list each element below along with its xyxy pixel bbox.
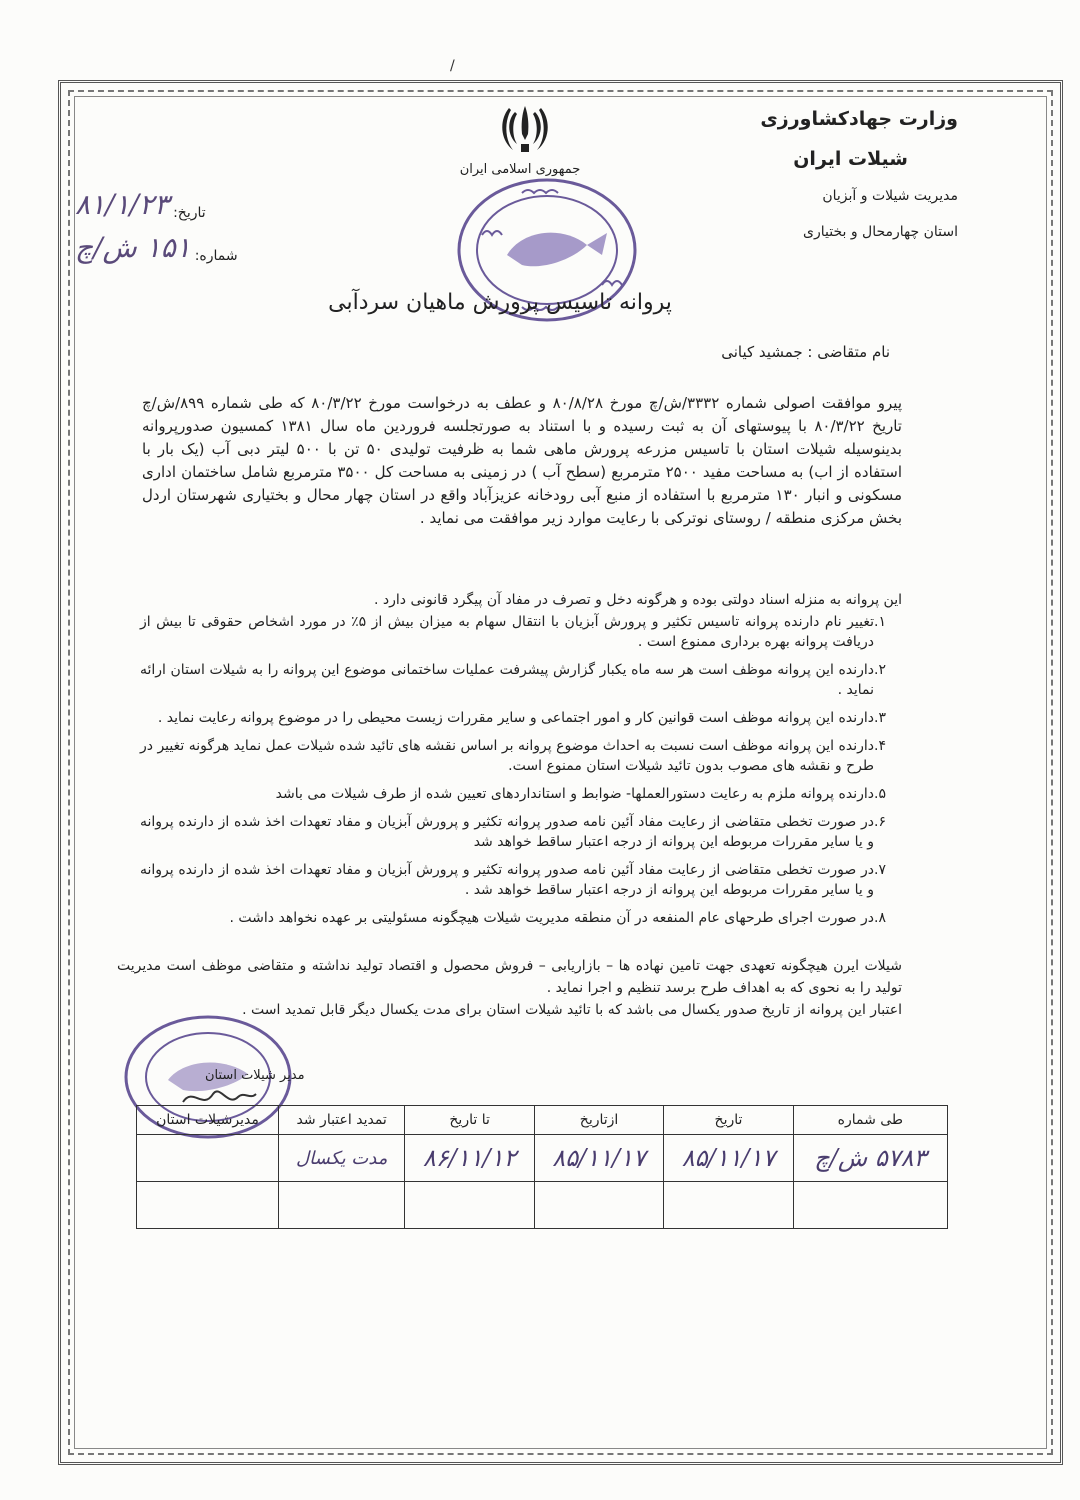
condition-item: ۴. دارنده این پروانه موظف است نسبت به احداث موضوع پروانه بر اساس نقشه های تائید شده شیلات عمل نماید هرگونه تغییر در طرح و نقشه های مصوب بدون تائید شیلات استان ممنوع است. (140, 738, 886, 774)
table-cell (405, 1182, 534, 1229)
condition-item: ۷. در صورت تخطی متقاضی از رعایت مفاد آئین نامه صدور پروانه تکثیر و پرورش آبزیان و مفاد تعهدات اخذ شده از دارنده پروانه و یا سایر مقررات مربوطه این پروانه از درجه اعتبار ساقط خواهد شد . (140, 862, 886, 898)
legal-notice: این پروانه به منزله اسناد دولتی بوده و هرگونه دخل و تصرف در مفاد آن پیگرد قانونی دارد . (373, 592, 902, 608)
ministry-name: وزارت جهادکشاورزی (760, 108, 958, 130)
date-value: ۸۱/۱/۲۳ (75, 188, 170, 221)
table-cell: ۸۵/۱۱/۱۷ (534, 1135, 663, 1182)
column-header: مدیرشیلات استان (137, 1106, 279, 1135)
reference-block (75, 188, 255, 274)
national-emblem-icon (495, 100, 555, 160)
pencil-mark: / (450, 58, 455, 74)
table-cell (137, 1182, 279, 1229)
table-cell: ۵۷۸۳ ش/چ (793, 1135, 947, 1182)
organization-name: شیلات ایران (793, 148, 908, 170)
closing-note: شیلات ایرن هیچگونه تعهدی جهت تامین نهاده ها – بازاریابی – فروش محصول و اقتصاد تولید نداشته و متقاضی موظف است مدیریت تولید را به نحوی که به اهداف طرح برسد تنظیم و اجرا نماید . (117, 958, 902, 996)
manager-signature-label: مدیر شیلات استان (205, 1068, 305, 1083)
table-cell (278, 1182, 404, 1229)
number-value: ۱۵۱ ش/چ (75, 231, 191, 264)
column-header: تاریخ (664, 1106, 793, 1135)
table-cell (137, 1135, 279, 1182)
table-cell: مدت یکسال (278, 1135, 404, 1182)
condition-item: ۳. دارنده این پروانه موظف است قوانین کار و امور اجتماعی و سایر مقررات زیست محیطی را در موضوع پروانه رعایت نماید . (157, 710, 886, 726)
renewal-table-header (137, 1106, 948, 1135)
condition-item: ۵. دارنده پروانه ملزم به رعایت دستورالعملها- ضوابط و استانداردهای تعیین شده از طرف شیلات می باشد (275, 786, 886, 802)
table-cell (793, 1182, 947, 1229)
column-header: تمدید اعتبار شد (278, 1106, 404, 1135)
table-cell: ۸۵/۱۱/۱۷ (664, 1135, 793, 1182)
condition-item: ۸. در صورت اجرای طرحهای عام المنفعه در آن منطقه مدیریت شیلات هیچگونه مسئولیتی بر عهده نخواهد داشت . (229, 910, 886, 926)
column-header: ازتاریخ (534, 1106, 663, 1135)
applicant-name: نام متقاضی : جمشید کیانی (721, 343, 890, 361)
table-row (137, 1182, 948, 1229)
number-row (75, 231, 255, 264)
table-cell (534, 1182, 663, 1229)
number-label: شماره: (194, 248, 238, 264)
table-cell: ۸۶/۱۱/۱۲ (405, 1135, 534, 1182)
republic-caption: جمهوری اسلامی ایران (459, 162, 581, 177)
document-title: پروانه تاسیس پرورش ماهیان سردآبی (328, 290, 672, 315)
condition-item: ۶. در صورت تخطی متقاضی از رعایت مفاد آئین نامه صدور پروانه تکثیر و پرورش آبزیان و مفاد تعهدات اخذ شده از دارنده پروانه و یا سایر مقررات مربوطه این پروانه از درجه اعتبار ساقط خواهد شد (140, 814, 886, 850)
column-header: طی شماره (793, 1106, 947, 1135)
column-header: تا تاریخ (405, 1106, 534, 1135)
closing-note: اعتبار این پروانه از تاریخ صدور یکسال می باشد که با تائید شیلات استان برای مدت یکسال دیگر قابل تمدید است . (242, 1002, 902, 1018)
intro-paragraph: پیرو موافقت اصولی شماره ۳۳۳۲/ش/چ مورخ ۸۰/۸/۲۸ و عطف به درخواست مورخ ۸۰/۳/۲۲ که طی شماره ۸۹۹/ش/چ تاریخ ۸۰/۳/۲۲ با پیوستهای آن به ثبت رسیده و با استناد به صورتجلسه فروردین ماه سال ۱۳۸۱ کمسیون صدورپروانه بدینوسیله شیلات استان با تاسیس مزرعه پرورش ماهی شما به ظرفیت تولیدی ۵۰ تن با ۵۰۰ لیتر دبی آب (یک بار با استفاده از اب) به مساحت مفید ۲۵۰۰ مترمربع (سطح آب ) در زمینی به مساحت کل ۳۵۰۰ مترمربع شامل ساختمان اداری مسکونی و انبار ۱۳۰ مترمربع با استفاده از منبع آبی رودخانه عزیزآباد واقع در استان چهار محال و بختیاری شهرستان اردل بخش مرکزی منطقه / روستای نوترکی با رعایت موارد زیر موافقت می نماید . (142, 394, 902, 527)
date-row (75, 188, 255, 221)
table-row (137, 1135, 948, 1182)
renewal-table (136, 1105, 948, 1229)
condition-item: ۲. دارنده این پروانه موظف است هر سه ماه یکبار گزارش پیشرفت عملیات ساختمانی موضوع این پروانه را به شیلات استان ارائه نماید . (140, 662, 886, 698)
conditions-list (140, 612, 900, 936)
department-name: مدیریت شیلات و آبزیان (822, 188, 958, 204)
province-name: استان چهارمحال و بختیاری (803, 224, 958, 240)
date-label: تاریخ: (173, 205, 206, 221)
letterhead (698, 108, 958, 240)
condition-item: ۱. تغییر نام دارنده پروانه تاسیس تکثیر و پرورش آبزیان با انتقال سهام به میزان بیش از ۵٪ در مورد اشخاص حقوقی تا بیش از دریافت پروانه بهره برداری ممنوع است . (140, 614, 886, 650)
table-cell (664, 1182, 793, 1229)
